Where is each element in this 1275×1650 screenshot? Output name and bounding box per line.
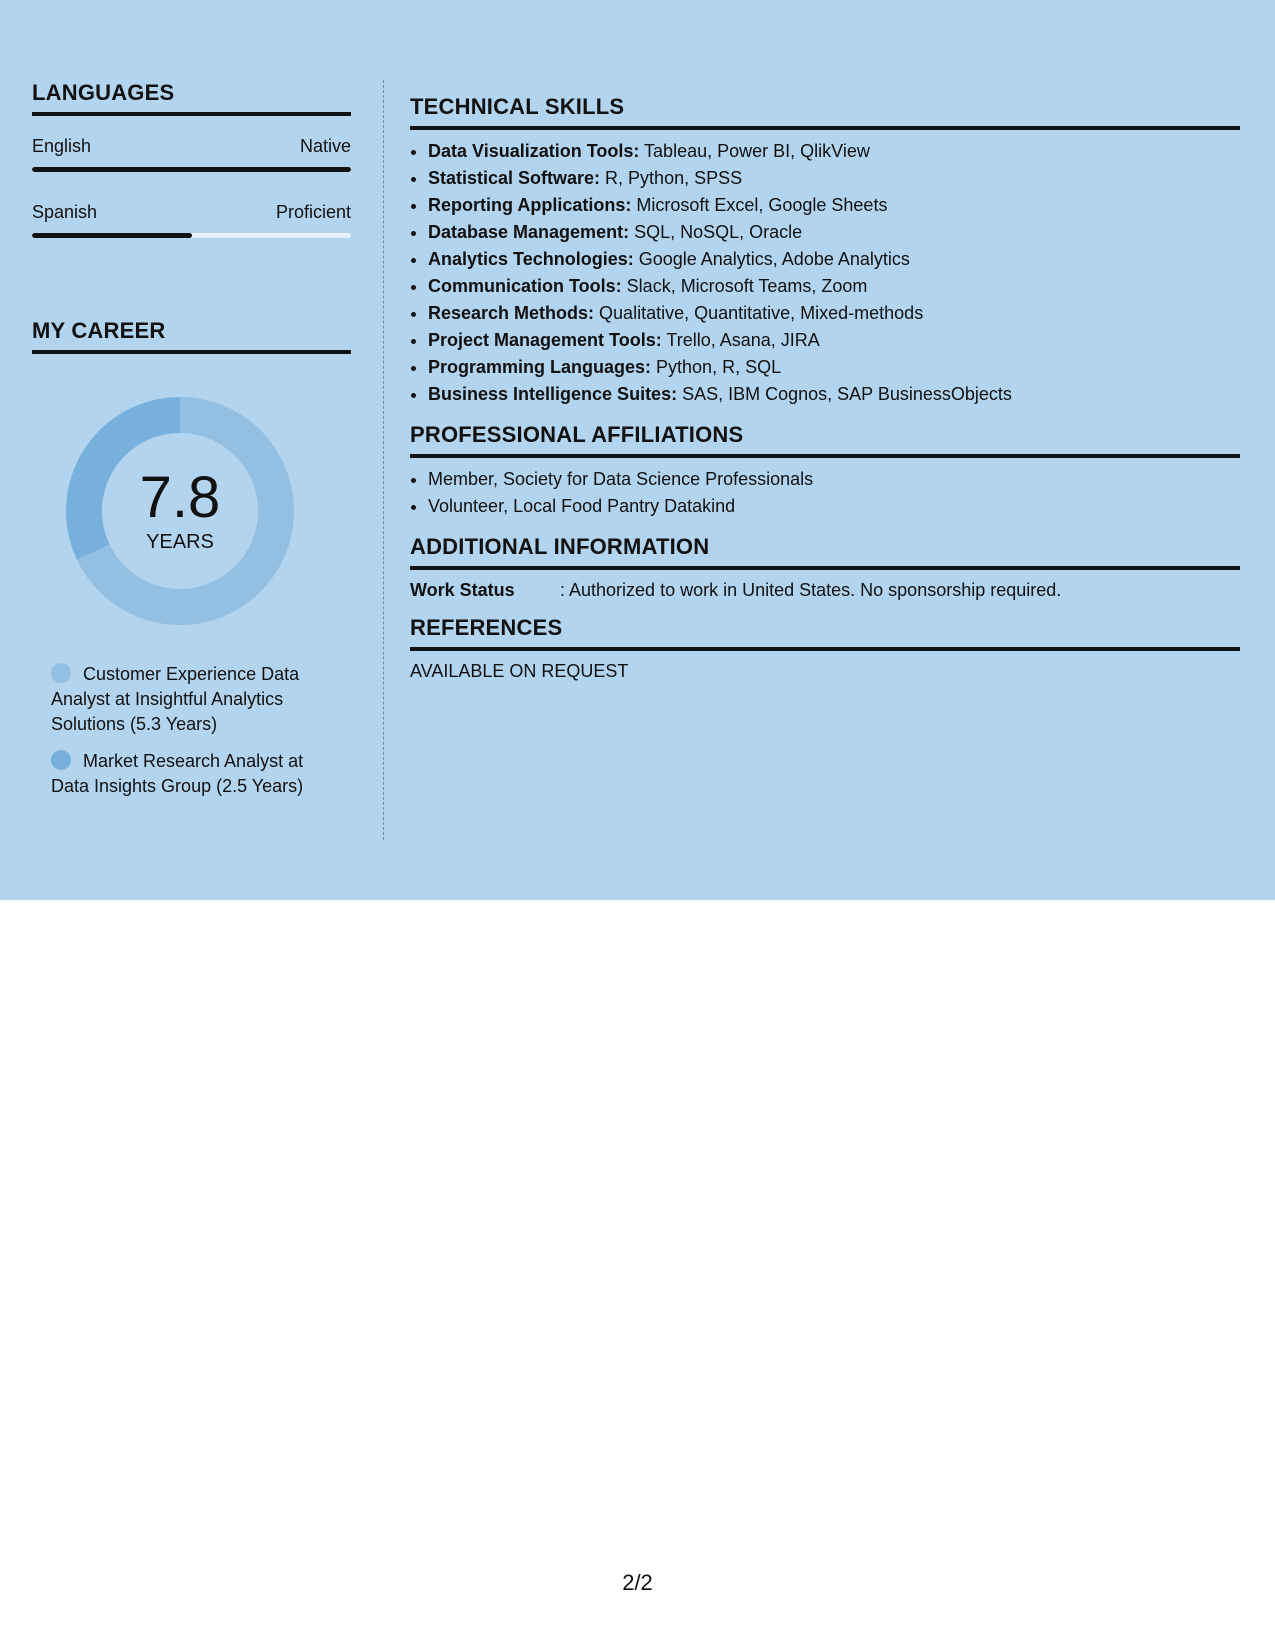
language-item-spanish <box>32 202 351 238</box>
skill-label: Data Visualization Tools: <box>428 141 640 161</box>
page-number: 2/2 <box>622 1570 653 1595</box>
legend-dot <box>51 663 71 683</box>
skill-label: Reporting Applications: <box>428 195 632 215</box>
career-total-unit: YEARS <box>146 530 214 553</box>
career-legend-item <box>51 749 331 799</box>
list-item <box>428 219 1240 246</box>
skill-value: Python, R, SQL <box>651 357 782 377</box>
language-item-english <box>32 136 351 172</box>
language-proficiency-fill <box>32 233 192 238</box>
references-text: AVAILABLE ON REQUEST <box>410 661 629 681</box>
list-item <box>428 165 1240 192</box>
skill-value: Microsoft Excel, Google Sheets <box>631 195 888 215</box>
list-item <box>428 354 1240 381</box>
skill-label: Business Intelligence Suites: <box>428 384 678 404</box>
right-column <box>410 80 1240 682</box>
language-level: Proficient <box>275 202 351 222</box>
language-level: Native <box>299 136 351 156</box>
language-proficiency-bar <box>32 167 351 172</box>
career-total-value: 7.8 <box>139 464 221 530</box>
career-legend <box>51 662 331 799</box>
list-item <box>428 273 1240 300</box>
list-item: • Volunteer, Local Food Pantry Datakind <box>428 493 1240 520</box>
affiliations-title: PROFESSIONAL AFFILIATIONS <box>410 422 1240 458</box>
languages-title: LANGUAGES <box>32 80 351 116</box>
skill-value: Google Analytics, Adobe Analytics <box>633 249 910 269</box>
language-proficiency-fill <box>32 167 351 172</box>
language-name: English <box>32 136 92 156</box>
list-item <box>428 138 1240 165</box>
skill-label: Communication Tools: <box>428 276 622 296</box>
list-item <box>428 300 1240 327</box>
work-status-label: Work Status <box>410 580 515 600</box>
skill-label: Analytics Technologies: <box>428 249 634 269</box>
column-divider <box>383 80 384 840</box>
career-donut-chart <box>65 396 295 626</box>
skill-value: Trello, Asana, JIRA <box>661 330 820 350</box>
list-item <box>428 192 1240 219</box>
skill-label: Project Management Tools: <box>428 330 662 350</box>
references-title: REFERENCES <box>410 615 1240 651</box>
list-item <box>428 246 1240 273</box>
language-name: Spanish <box>32 202 98 222</box>
skill-value: SAS, IBM Cognos, SAP BusinessObjects <box>677 384 1012 404</box>
skill-value: Qualitative, Quantitative, Mixed-methods <box>594 303 924 323</box>
technical-skills-list <box>410 138 1240 408</box>
skill-label: Statistical Software: <box>428 168 601 188</box>
additional-info-title: ADDITIONAL INFORMATION <box>410 534 1240 570</box>
left-column <box>32 80 351 811</box>
career-title: MY CAREER <box>32 318 351 354</box>
list-item: • Member, Society for Data Science Professionals <box>428 466 1240 493</box>
language-proficiency-bar <box>32 233 351 238</box>
skill-value: SQL, NoSQL, Oracle <box>629 222 803 242</box>
legend-dot <box>51 750 71 770</box>
legend-label: Customer Experience Data Analyst at Insightful Analytics Solutions (5.3 Years) <box>51 664 300 734</box>
skill-value: R, Python, SPSS <box>600 168 743 188</box>
work-status-row <box>410 580 1240 601</box>
skill-value: Tableau, Power BI, QlikView <box>639 141 870 161</box>
technical-skills-title: TECHNICAL SKILLS <box>410 94 1240 130</box>
skill-label: Database Management: <box>428 222 630 242</box>
work-status-value: : Authorized to work in United States. No sponsorship required. <box>560 580 1062 600</box>
list-item <box>428 327 1240 354</box>
skill-label: Research Methods: <box>428 303 595 323</box>
list-item <box>428 381 1240 408</box>
career-legend-item <box>51 662 331 737</box>
legend-label: Market Research Analyst at Data Insights Group (2.5 Years) <box>51 751 304 796</box>
affiliations-list <box>410 466 1240 520</box>
skill-value: Slack, Microsoft Teams, Zoom <box>621 276 868 296</box>
skill-label: Programming Languages: <box>428 357 652 377</box>
